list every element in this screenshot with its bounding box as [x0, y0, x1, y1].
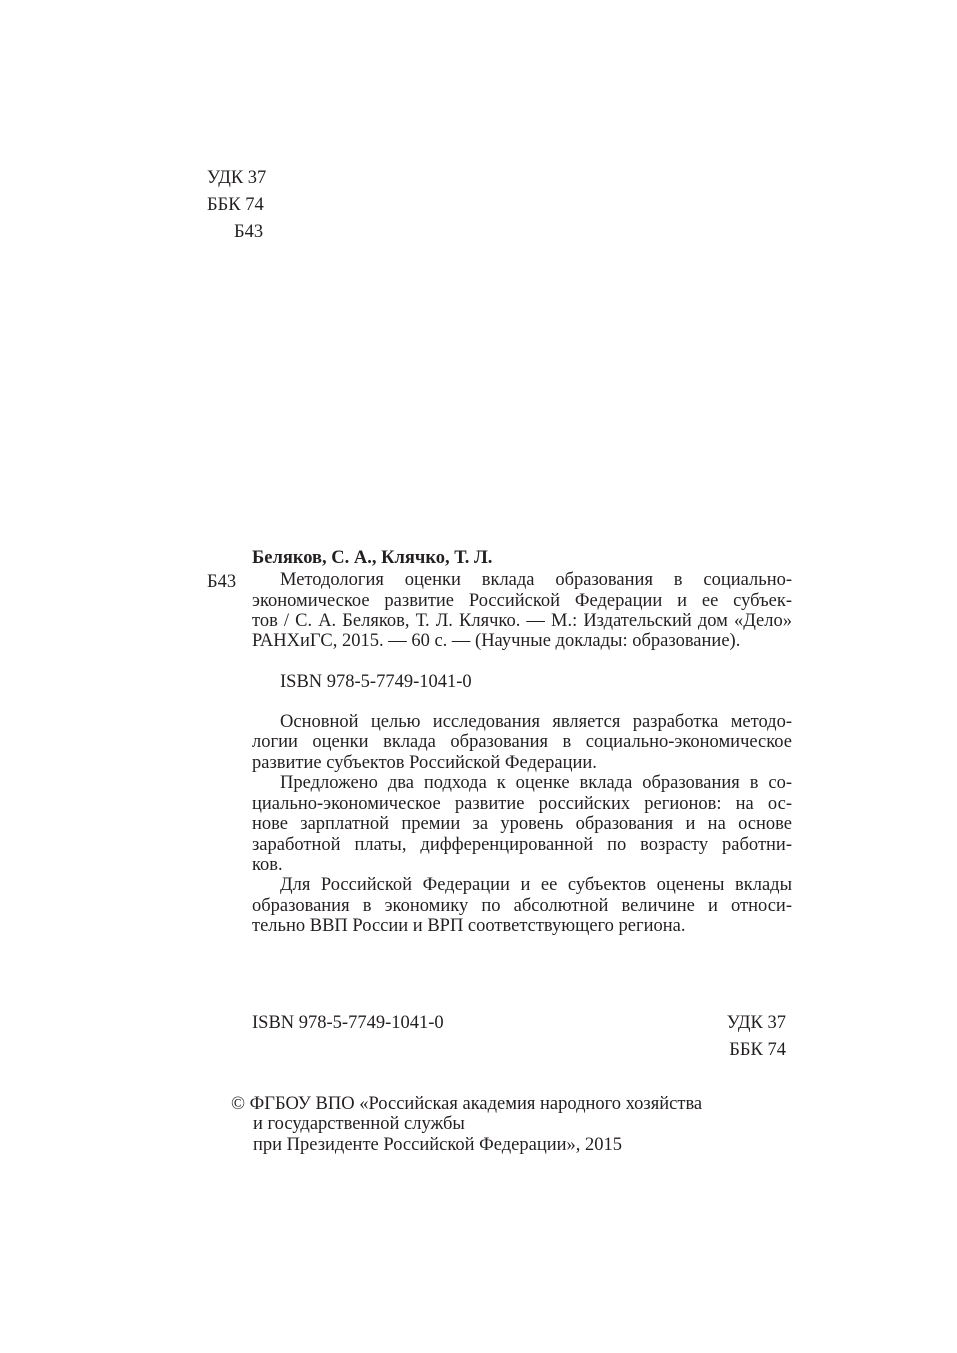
abstract-line: тельно ВВП России и ВРП соответствующего региона. [252, 916, 686, 936]
abstract-line: ков. [252, 855, 283, 875]
copyright-line: © ФГБОУ ВПО «Российская академия народного хозяйства [231, 1094, 703, 1114]
footer-bbk: ББК 74 [729, 1040, 786, 1060]
author-mark: Б43 [234, 222, 264, 242]
abstract-line: логии оценки вклада образования в социально-экономическое [252, 732, 792, 752]
abstract-line: развитие субъектов Российской Федерации. [252, 753, 597, 773]
description-line: тов / С. А. Беляков, Т. Л. Клячко. — М.: Издательский дом «Дело» [252, 611, 792, 631]
record-author-mark: Б43 [207, 572, 237, 592]
description-line: РАНХиГС, 2015. — 60 с. — (Научные доклады: образование). [252, 631, 741, 651]
abstract-line: циально-экономическое развитие российских регионов: на ос- [252, 794, 792, 814]
abstract-line: нове зарплатной премии за уровень образования и на основе [252, 814, 792, 834]
abstract-line: Основной целью исследования является разработка методо- [280, 712, 792, 732]
abstract-line: образования в экономику по абсолютной величине и относи- [252, 896, 792, 916]
bbk-code: ББК 74 [207, 195, 264, 215]
description-line: экономическое развитие Российской Федерации и ее субъек- [252, 591, 792, 611]
description-line: Методология оценки вклада образования в социально- [280, 570, 792, 590]
copyright-line: и государственной службы [253, 1114, 465, 1134]
abstract-line: заработной платы, дифференцированной по возрасту работни- [252, 835, 792, 855]
abstract-line: Для Российской Федерации и ее субъектов оценены вклады [280, 875, 792, 895]
copyright-line: при Президенте Российской Федерации», 2015 [253, 1135, 623, 1155]
udk-code: УДК 37 [207, 168, 267, 188]
abstract-line: Предложено два подхода к оценке вклада образования в со- [280, 773, 792, 793]
isbn: ISBN 978-5-7749-1041-0 [280, 672, 472, 692]
authors: Беляков, С. А., Клячко, Т. Л. [252, 548, 493, 568]
footer-udk: УДК 37 [726, 1013, 786, 1033]
footer-isbn: ISBN 978-5-7749-1041-0 [252, 1013, 444, 1033]
